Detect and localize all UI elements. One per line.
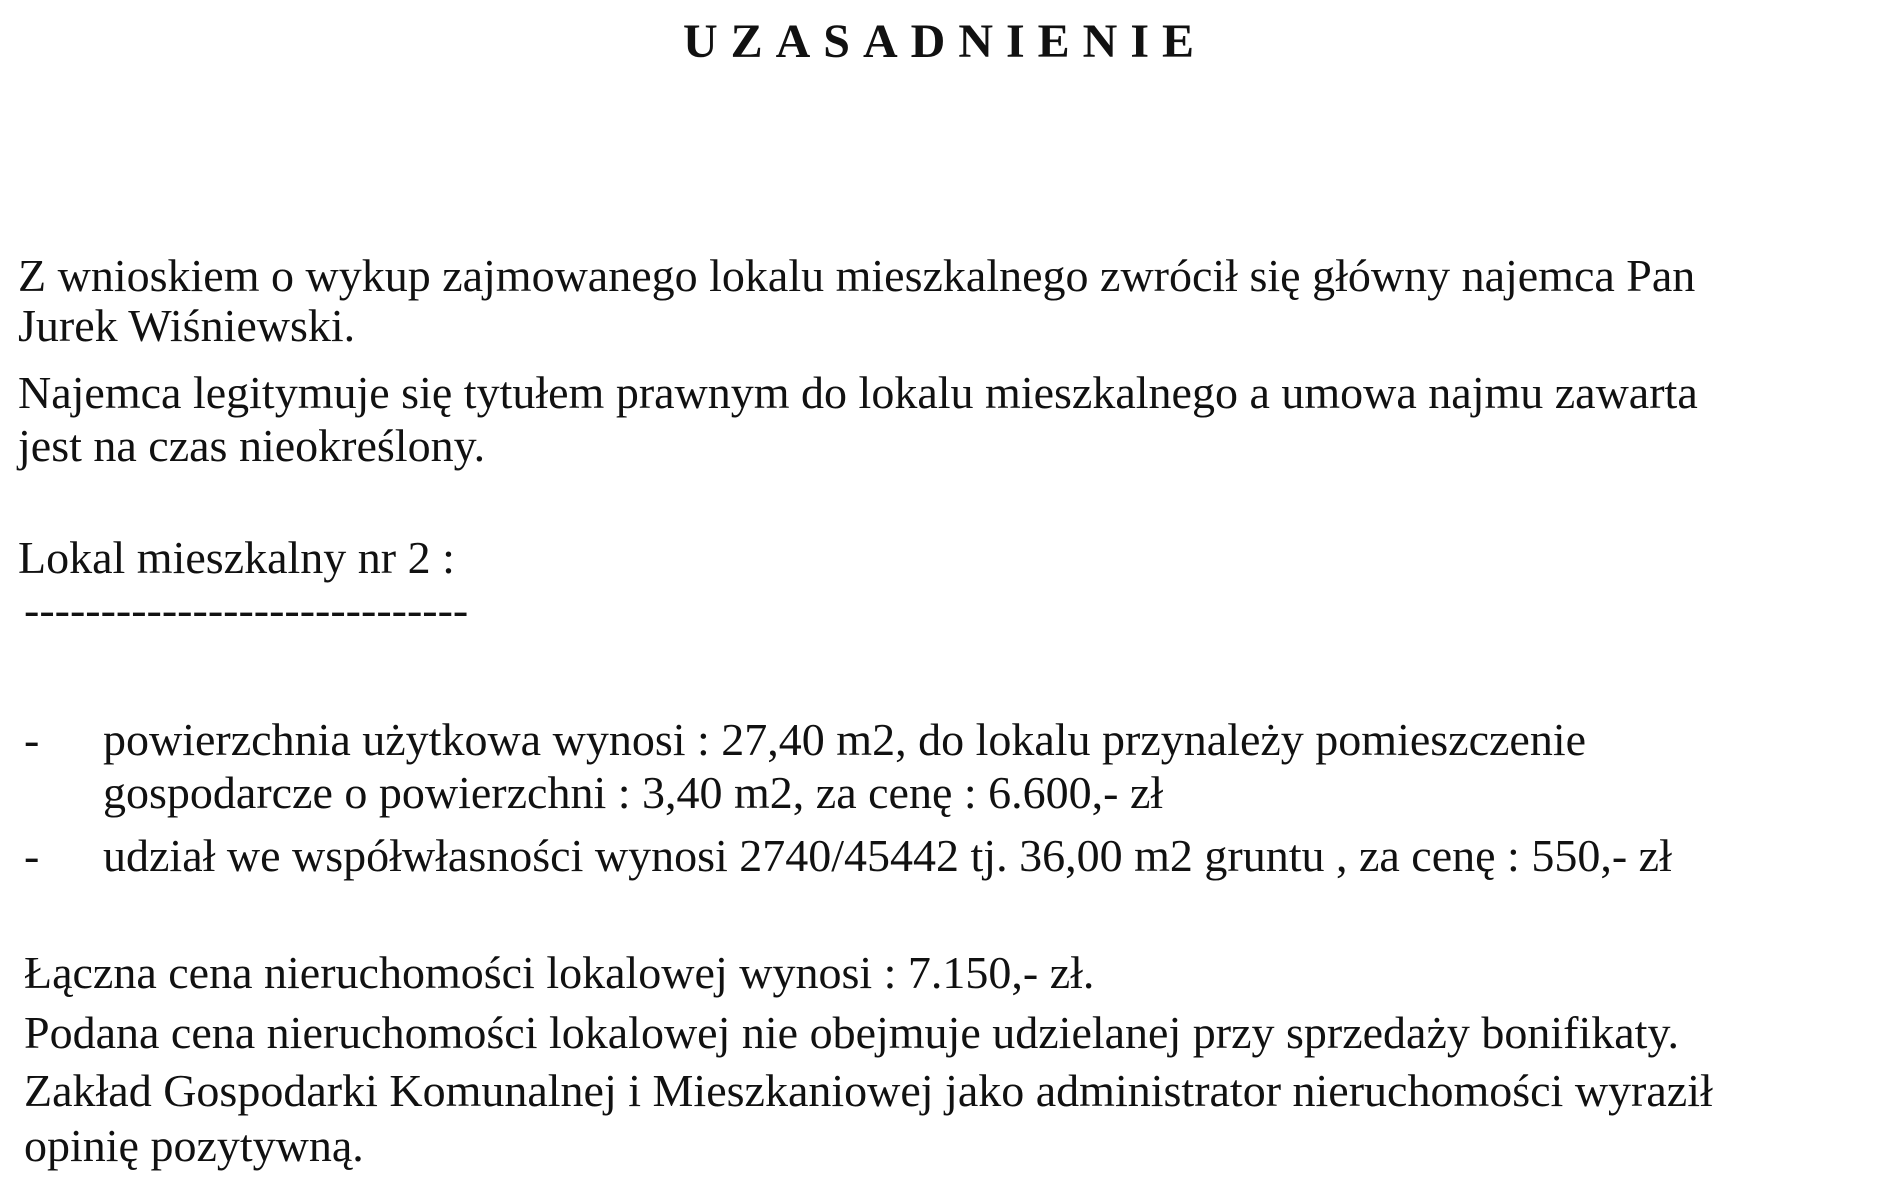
paragraph-line: Jurek Wiśniewski.	[18, 300, 356, 351]
section-heading: Lokal mieszkalny nr 2 :	[18, 532, 455, 583]
paragraph-line: jest na czas nieokreślony.	[18, 420, 486, 471]
summary-line: Zakład Gospodarki Komunalnej i Mieszkaniowej jako administrator nieruchomości wyraził	[24, 1065, 1713, 1116]
bullet-item-line: udział we współwłasności wynosi 2740/45442 tj. 36,00 m2 gruntu , za cenę : 550,- zł	[103, 830, 1672, 881]
bullet-marker: -	[24, 714, 40, 765]
summary-line: opinię pozytywną.	[24, 1120, 364, 1171]
bullet-marker: -	[24, 830, 40, 881]
paragraph-line: Najemca legitymuje się tytułem prawnym do lokalu mieszkalnego a umowa najmu zawarta	[18, 367, 1698, 418]
bullet-item-line: gospodarcze o powierzchni : 3,40 m2, za cenę : 6.600,- zł	[103, 767, 1164, 818]
bullet-item-line: powierzchnia użytkowa wynosi : 27,40 m2, do lokalu przynależy pomieszczenie	[103, 714, 1587, 765]
paragraph-line: Z wnioskiem o wykup zajmowanego lokalu mieszkalnego zwrócił się główny najemca Pan	[18, 250, 1696, 301]
summary-line: Podana cena nieruchomości lokalowej nie obejmuje udzielanej przy sprzedaży bonifikaty.	[24, 1007, 1679, 1058]
document-title: UZASADNIENIE	[682, 15, 1208, 68]
section-underline: -----------------------------	[24, 584, 469, 635]
summary-line: Łączna cena nieruchomości lokalowej wynosi : 7.150,- zł.	[24, 947, 1095, 998]
